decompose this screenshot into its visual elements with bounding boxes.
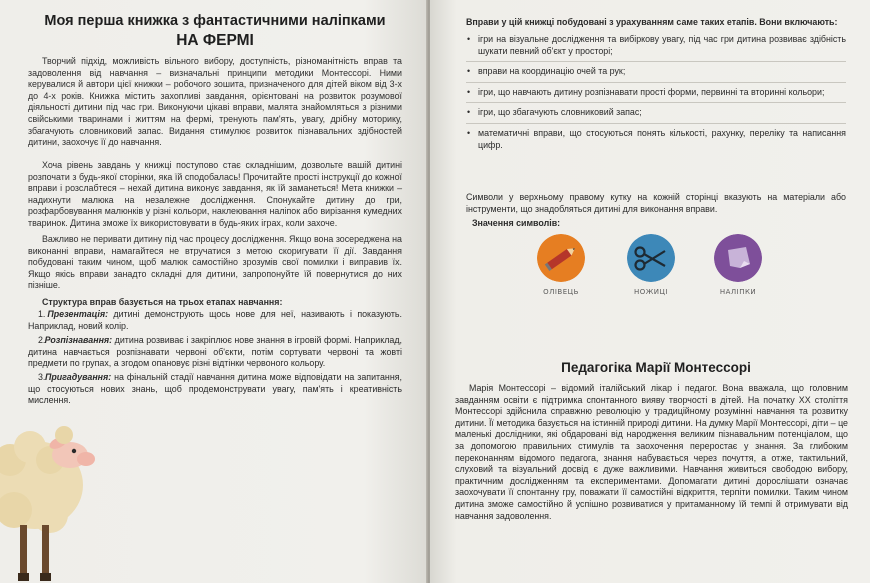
- exploration-paragraph: Важливо не перивати дитину під час процесу дослідження. Якщо вона зосереджена на виконанні вправи, намагайтеся не втручатися з метою скоригувати її дії. Завдання побудовані таким чином, щоб малюк самостійно зрозумів свої помилки і виправив їх. Якщо якісь вправи занадто складні для дитини, запропонуйте їй повернутися до них пізніше.: [28, 234, 402, 291]
- montessori-paragraph: Марія Монтессорі – відомий італійський лікар і педагог. Вона вважала, що головним завданням освіти є підтримка спонтанного вияву творчості в дітей. На початку XX століття Монтессорі здійснила справжню революцію у традиційному розумінні навчання та розвитку дитини. Її методика базується на істинній природі дитини. На думку Марії Монтессорі, діти – це маленькі дослідники, які обдаровані від народження великим пізнавальним потенціалом, що за допомогою правильних стимулів та заохочення переростає у знання. За глибоким переконанням відомого педагога, знання набувається через почуття, а отже, тактильний, слуховий та візуальний досвід є дуже важливими. Навчання живиться свободою вибору, практичним дослідженням та експериментами. Допомагати дитині дорослішати означає заохочувати її спонтанну гру, поважати її самостійні відкриття, терпіти помилки. Таким чином дитина зможе самостійно й успішно розвиватися у притаманному їй темпі й отримувати від навчання задоволення.: [455, 383, 848, 521]
- symbol-stickers: [708, 234, 768, 296]
- montessori-title: Педагогіка Марії Монтессорі: [561, 360, 751, 375]
- list-item: • математичні вправи, що стосуються понять кількості, рахунку, переліку та написання цифр.: [466, 123, 846, 155]
- book-subtitle: НА ФЕРМІ: [176, 32, 254, 49]
- list-item: • вправи на координацію очей та рук;: [466, 61, 846, 82]
- scissors-icon: [627, 234, 675, 282]
- list-item: • ігри на візуальне дослідження та вибіркову увагу, під час гри дитина розвиває здібність шукати певний об'єкт у просторі;: [466, 30, 846, 61]
- difficulty-paragraph: Хоча рівень завдань у книжці поступово стає складнішим, дозвольте вашій дитині розпочати з будь-якої сторінки, яка їй сподобалась! Прочитайте прості інструкції до кожної вправи і розслабтеся – нехай дитина виконує завдання, як їй заманеться! Мета книжки – надихнути малюка на незалежне дослідження. Спонукайте дитину до гри, розфарбовування малюнків у різні кольори, наклеювання наліпок або вирізання кумедних тваринок. Дитина зможе їх використовувати в будь-яких іграх, коли захоче.: [28, 160, 402, 228]
- symbols-heading: Значення символів:: [472, 218, 561, 228]
- exercise-list: [466, 30, 846, 155]
- intro-paragraph: Творчий підхід, можливість вільного вибору, доступність, різноманітність вправ та задоволення від навчання – визначальні принципи методики Монтессорі. Ними керувалися й автори цієї книжки – робочого зошита, призначеного для дітей віком від 3-х до 4-х років. Книжка містить захопливі завдання, орієнтовані на розвиток розумової діяльності дитини під час гри. Виконуючи цікаві вправи, малята знайомляться з різними свійськими тваринами і життям на фермі, тренують пам'ять, увагу, дрібну моторику, збагачують словниковий запас. Видання стимулює розвиток пізнавальних здібностей дитини, заохочує її до навчання.: [28, 56, 402, 148]
- symbol-scissors: [621, 234, 681, 296]
- stage-item: 2. Розпізнавання: дитина розвиває і закріплює нове знання в ігровій формі. Наприклад, дитина навчається розпізнавати червоні об'єкти, потім сортувати червоні та жовті предмети по групах, а згодом опановує різні відтінки червоного кольору.: [28, 335, 402, 369]
- symbol-label: ОЛІВЕЦЬ: [543, 288, 579, 296]
- list-item: • ігри, що навчають дитину розпізнавати прості форми, первинні та вторинні кольори;: [466, 82, 846, 103]
- book-title: Моя перша книжка з фантастичними наліпками: [44, 13, 386, 29]
- pencil-icon: [537, 234, 585, 282]
- stages-intro: Вправи у цій книжці побудовані з урахуванням саме таких етапів. Вони включають:: [466, 17, 838, 27]
- stage-item: 1. Презентація: дитині демонструють щось нове для неї, називають і показують. Наприклад, новий колір.: [28, 309, 402, 331]
- symbol-label: НОЖИЦІ: [633, 288, 669, 296]
- sheep-illustration: [0, 415, 110, 583]
- sticker-icon: [714, 234, 762, 282]
- list-item: • ігри, що збагачують словниковий запас;: [466, 102, 846, 123]
- stage-item: 3. Пригадування: на фінальній стадії навчання дитина може відповідати на запитання, що стосуються нових знань, щоб продемонструвати увагу, пам'ять і креативність мислення.: [28, 372, 403, 406]
- symbol-label: НАЛІПКИ: [719, 288, 757, 296]
- symbols-description: Символи у верхньому правому кутку на кожній сторінці вказують на матеріали або інструменти, що знадобляться дитині для виконання вправи.: [466, 192, 846, 214]
- structure-heading: Структура вправ базується на трьох етапах навчання:: [42, 297, 283, 307]
- left-page: [0, 0, 428, 583]
- symbol-pencil: [531, 234, 591, 296]
